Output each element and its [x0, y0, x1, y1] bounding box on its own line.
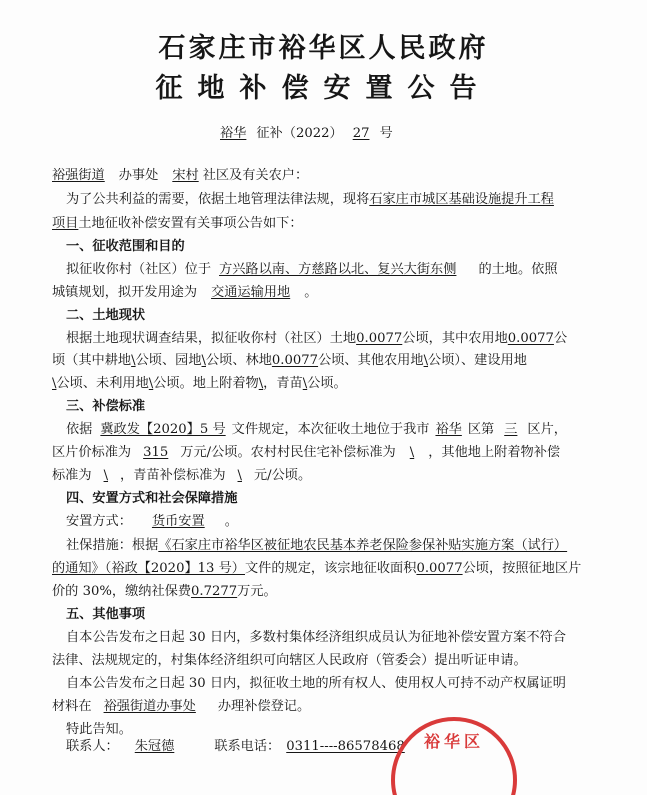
section-5-p2-line-1: 自本公告发布之日起 30 日内，拟征收土地的所有权人、使用权人可持不动产权属证明 — [66, 676, 566, 691]
doc-district: 裕华 — [220, 126, 247, 141]
section-1-heading: 一、征收范围和目的 — [66, 239, 185, 254]
section-3-line-1: 依据 冀政发【2020】5 号 文件规定，本次征收土地位于我市 裕华 区第 三 区片， — [66, 422, 567, 437]
doc-number: 裕华 征补（2022） 27 号 — [210, 124, 393, 143]
section-1-line-2: 城镇规划，拟开发用途为 交通运输用地 。 — [52, 285, 318, 300]
seal-text: 裕华区 — [423, 732, 484, 751]
intro-line-1: 为了公共利益的需要，依据土地管理法律法规，现将石家庄市城区基础设施提升工程 — [66, 192, 554, 207]
section-4-heading: 四、安置方式和社会保障措施 — [66, 491, 238, 506]
section-1-line-1: 拟征收你村（社区）位于 方兴路以南、方慈路以北、复兴大街东侧 的土地。依照 — [66, 262, 558, 277]
section-4-insurance-line-2: 的通知》（裕政【2020】13 号）文件的规定，该宗地征收面积0.0077公顷，按照征地区片 — [52, 561, 582, 576]
section-2-heading: 二、土地现状 — [66, 308, 146, 323]
official-seal — [355, 715, 555, 795]
section-5-p2-line-2: 材料在 裕强街道办事处 办理补偿登记。 — [52, 699, 311, 714]
section-3-heading: 三、补偿标准 — [66, 399, 146, 414]
closing: 特此告知。 — [66, 722, 132, 737]
section-2-line-1: 根据土地现状调查结果，拟征收你村（社区）土地0.0077公顷，其中农用地0.0077公 — [66, 331, 568, 346]
title-line-2: 征地补偿安置公告 — [155, 73, 492, 104]
title-line-1: 石家庄市裕华区人民政府 — [158, 33, 489, 64]
section-5-p1-line-2: 法律、法规规定的，村集体经济组织可向辖区人民政府（管委会）提出听证申请。 — [52, 653, 527, 668]
intro-line-2: 项目土地征收补偿安置有关事项公告如下： — [52, 216, 303, 231]
section-3-line-2: 区片价标准为 315 万元/公顷。农村村民住宅补偿标准为 \ ，其他地上附着物补偿 — [52, 445, 561, 460]
section-4-method: 安置方式： 货币安置 。 — [66, 514, 238, 529]
section-2-line-3: \公顷、未利用地\公顷。地上附着物\，青苗\公顷。 — [52, 376, 347, 391]
contact-line: 联系人： 朱冠德 联系电话： 0311----86578468 — [66, 739, 405, 754]
section-5-p1-line-1: 自本公告发布之日起 30 日内，多数村集体经济组织成员认为征地补偿安置方案不符合 — [66, 630, 566, 645]
doc-serial: 27 — [352, 126, 370, 141]
section-3-line-3: 标准为 \ ，青苗补偿标准为 \ 元/公顷。 — [52, 468, 312, 483]
section-2-line-2: 顷（其中耕地\公顷、园地\公顷、林地0.0077公顷、其他农用地\公顷）、建设用地 — [52, 353, 527, 368]
section-4-insurance-line-3: 价的 30%，缴纳社保费0.7277万元。 — [52, 584, 277, 599]
section-4-insurance-line-1: 社保措施：根据《石家庄市裕华区被征地农民基本养老保险参保补贴实施方案（试行） — [66, 538, 568, 553]
addressee: 裕强街道 办事处 宋村 社区及有关农户： — [52, 168, 309, 183]
section-5-heading: 五、其他事项 — [66, 607, 146, 622]
